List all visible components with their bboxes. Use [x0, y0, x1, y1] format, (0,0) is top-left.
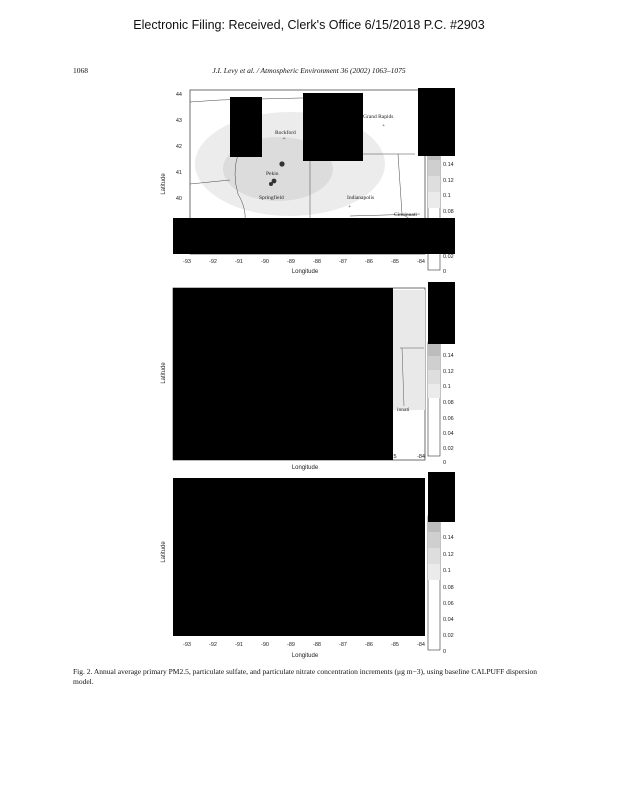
x-axis-ticks: [183, 642, 425, 648]
x-tick-label: -92: [209, 642, 217, 648]
x-axis-label: Longitude: [291, 465, 319, 471]
y-tick-label: 40: [175, 196, 182, 202]
x-axis-label: Longitude: [291, 269, 319, 275]
panel-3-map: [160, 472, 460, 662]
x-tick-label: -85: [391, 642, 399, 648]
colorbar-tick: 0.08: [443, 209, 454, 215]
y-axis-label: Latitude: [161, 541, 167, 563]
colorbar: [428, 144, 454, 275]
y-axis-label: Latitude: [161, 173, 167, 195]
x-tick-label: -84: [417, 454, 425, 460]
colorbar: [428, 516, 454, 655]
city-plus-marker: +: [282, 136, 286, 142]
source-dot: [279, 161, 284, 166]
redaction-block: [428, 282, 455, 344]
x-tick-label: -91: [235, 259, 243, 265]
x-tick-label: -87: [339, 642, 347, 648]
x-tick-label: 5: [393, 454, 397, 460]
colorbar-tick: 0.14: [443, 162, 454, 168]
panel-1-map: [160, 84, 460, 280]
running-header-citation: J.I. Levy et al. / Atmospheric Environment 36 (2002) 1063–1075: [212, 66, 406, 75]
x-tick-label: -84: [417, 642, 425, 648]
x-tick-label: -84: [417, 259, 425, 265]
y-tick-label: 43: [175, 118, 182, 124]
colorbar-tick: 0.12: [443, 552, 454, 558]
y-tick-label: 44: [175, 92, 182, 98]
x-tick-label: -89: [287, 259, 295, 265]
x-tick-label: -92: [209, 259, 217, 265]
x-tick-label: -91: [235, 642, 243, 648]
x-tick-label: -86: [365, 259, 373, 265]
x-tick-label: -90: [261, 259, 269, 265]
redaction-block: [303, 93, 363, 161]
colorbar-tick: 0.02: [443, 446, 454, 452]
colorbar-tick: 0: [443, 269, 447, 275]
colorbar-tick: 0: [443, 460, 447, 466]
source-dot: [269, 182, 273, 186]
figure-panel-2: [160, 278, 460, 474]
colorbar-tick: 0.02: [443, 254, 454, 260]
city-plus-marker: +: [348, 204, 352, 210]
city-label: Cincinnati: [394, 212, 417, 218]
redaction-block: [173, 288, 393, 460]
colorbar-tick: 0.12: [443, 178, 454, 184]
x-tick-label: -89: [287, 642, 295, 648]
panel-2-map: [160, 278, 460, 474]
colorbar-tick: 0: [443, 649, 447, 655]
redaction-block: [173, 478, 425, 636]
page-number: 1068: [73, 66, 88, 75]
y-tick-label: 42: [175, 144, 182, 150]
x-tick-label: -88: [313, 259, 321, 265]
x-axis-ticks: [183, 259, 425, 265]
colorbar-tick: 0.1: [443, 568, 451, 574]
city-label: Pekin: [266, 171, 279, 177]
colorbar-tick: 0.08: [443, 585, 454, 591]
colorbar-tick: 0.12: [443, 369, 454, 375]
city-label: Grand Rapids: [363, 114, 394, 120]
colorbar: [428, 342, 454, 466]
colorbar-tick: 0.08: [443, 400, 454, 406]
colorbar-tick: 0.14: [443, 353, 454, 359]
x-tick-label: -87: [339, 259, 347, 265]
city-label: Indianapolis: [347, 195, 375, 201]
y-tick-label: 41: [175, 170, 182, 176]
city-label: Rockford: [275, 130, 296, 136]
figure-panel-1: [160, 84, 460, 280]
city-plus-marker: +: [382, 123, 386, 129]
x-tick-label: -85: [391, 259, 399, 265]
redaction-block: [418, 88, 455, 156]
colorbar-tick: 0.1: [443, 193, 451, 199]
colorbar-tick: 0.06: [443, 416, 454, 422]
filing-stamp: Electronic Filing: Received, Clerk's Office 6/15/2018 P.C. #2903: [133, 18, 485, 32]
redaction-block: [230, 97, 262, 157]
colorbar-tick: 0.02: [443, 633, 454, 639]
colorbar-tick: 0.04: [443, 617, 454, 623]
colorbar-tick: 0.04: [443, 431, 454, 437]
figure-caption: Fig. 2. Annual average primary PM2.5, particulate sulfate, and particulate nitrate concentration increments (μg m−3), using baseline CALPUFF dispersion model.: [73, 667, 537, 686]
colorbar-tick: 0.14: [443, 535, 454, 541]
x-tick-label: -86: [365, 642, 373, 648]
x-axis-label: Longitude: [291, 653, 319, 659]
redaction-block: [173, 218, 455, 254]
x-tick-label: -93: [183, 259, 191, 265]
x-tick-label: -88: [313, 642, 321, 648]
y-axis-label: Latitude: [161, 362, 167, 384]
figure-panel-3: [160, 472, 460, 662]
city-label-fragment: innati: [397, 407, 410, 413]
y-axis-ticks: [176, 92, 182, 202]
city-label: Springfield: [259, 195, 284, 201]
x-tick-label: -90: [261, 642, 269, 648]
colorbar-tick: 0.1: [443, 384, 451, 390]
colorbar-tick: 0.06: [443, 601, 454, 607]
x-tick-label: -93: [183, 642, 191, 648]
redaction-block: [428, 472, 455, 522]
